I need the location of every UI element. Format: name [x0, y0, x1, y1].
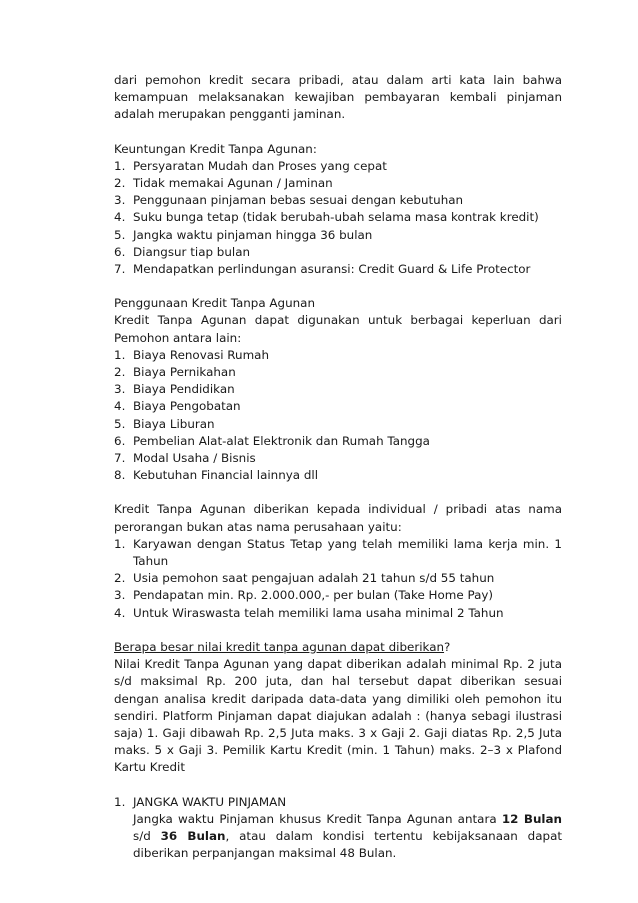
list-number: 4.: [114, 605, 126, 620]
list-number: 2.: [114, 176, 126, 191]
jangka-item: [114, 794, 562, 863]
list-number: 1.: [114, 158, 126, 173]
jangka-bold-1: 12 Bulan: [501, 811, 563, 826]
nilai-question-mark: ?: [444, 639, 451, 654]
list-item: [114, 158, 562, 175]
jangka-bold-2: 36 Bulan: [160, 828, 226, 843]
list-text: Suku bunga tetap (tidak berubah-ubah selama masa kontrak kredit): [133, 210, 539, 225]
list-text: Diangsur tiap bulan: [133, 244, 251, 259]
list-text: Biaya Liburan: [133, 416, 215, 431]
list-number: 7.: [114, 451, 126, 466]
list-item: [114, 605, 562, 622]
penggunaan-heading: Penggunaan Kredit Tanpa Agunan: [114, 296, 315, 311]
jangka-section: [114, 794, 562, 863]
jangka-text-1: Jangka waktu Pinjaman khusus Kredit Tanpa Agunan antara: [133, 811, 502, 826]
list-item: [114, 570, 562, 587]
list-number: 4.: [114, 399, 126, 414]
list-number: 8.: [114, 468, 126, 483]
list-text: Kebutuhan Financial lainnya dll: [133, 468, 319, 483]
nilai-question: [114, 639, 562, 656]
list-text: Biaya Renovasi Rumah: [133, 347, 269, 362]
list-text: Biaya Pernikahan: [133, 365, 236, 380]
list-number: 6.: [114, 433, 126, 448]
penggunaan-list: [114, 347, 562, 485]
jangka-text-2: s/d: [133, 828, 161, 843]
keuntungan-heading: Keuntungan Kredit Tanpa Agunan:: [114, 141, 317, 156]
jangka-heading: JANGKA WAKTU PINJAMAN: [133, 794, 287, 809]
list-number: 2.: [114, 571, 126, 586]
list-text: Tidak memakai Agunan / Jaminan: [133, 176, 333, 191]
jangka-text-3: , atau dalam kondisi tertentu kebijaksanaan dapat diberikan perpanjangan maksimal 48 Bulan.: [133, 828, 563, 861]
nilai-body: Nilai Kredit Tanpa Agunan yang dapat diberikan adalah minimal Rp. 2 juta s/d maksimal Rp. 200 juta, dan hal tersebut dapat diberikan sesuai dengan analisa kredit daripada data-data yang dimiliki oleh pemohon itu sendiri. Platform Pinjaman dapat diajukan adalah : (hanya sebagi ilustrasi saja) 1. Gaji dibawah Rp. 2,5 Juta maks. 3 x Gaji 2. Gaji diatas Rp. 2,5 Juta maks. 5 x Gaji 3. Pemilik Kartu Kredit (min. 1 Tahun) maks. 2–3 x Plafond Kartu Kredit: [114, 657, 562, 775]
list-text: Jangka waktu pinjaman hingga 36 bulan: [133, 227, 373, 242]
list-number: 3.: [114, 193, 126, 208]
list-number: 5.: [114, 416, 126, 431]
list-item: [114, 416, 562, 433]
list-text: Pembelian Alat-alat Elektronik dan Rumah Tangga: [133, 433, 430, 448]
list-number: 6.: [114, 244, 126, 259]
list-item: [114, 175, 562, 192]
nilai-question-text: Berapa besar nilai kredit tanpa agunan dapat diberikan: [114, 639, 445, 654]
list-number: 1.: [114, 536, 126, 551]
list-item: [114, 587, 562, 604]
list-number: 1.: [114, 347, 126, 362]
list-number: 5.: [114, 227, 126, 242]
document-page: [114, 72, 562, 862]
list-text: Biaya Pendidikan: [133, 382, 235, 397]
list-item: [114, 192, 562, 209]
list-text: Usia pemohon saat pengajuan adalah 21 tahun s/d 55 tahun: [133, 571, 495, 586]
list-item: [114, 244, 562, 261]
list-item: [114, 227, 562, 244]
list-item: [114, 536, 562, 570]
list-text: Untuk Wiraswasta telah memiliki lama usaha minimal 2 Tahun: [133, 605, 504, 620]
penggunaan-lead: Kredit Tanpa Agunan dapat digunakan untuk berbagai keperluan dari Pemohon antara lain:: [114, 313, 562, 345]
jangka-number: 1.: [114, 794, 126, 809]
list-item: [114, 347, 562, 364]
syarat-list: [114, 536, 562, 622]
list-item: [114, 381, 562, 398]
list-number: 3.: [114, 588, 126, 603]
jangka-body: [133, 811, 562, 863]
list-number: 2.: [114, 365, 126, 380]
list-text: Pendapatan min. Rp. 2.000.000,- per bulan (Take Home Pay): [133, 588, 494, 603]
list-number: 4.: [114, 210, 126, 225]
intro-paragraph: dari pemohon kredit secara pribadi, atau dalam arti kata lain bahwa kemampuan melaksanakan kewajiban pembayaran kembali pinjaman adalah merupakan pengganti jaminan.: [114, 73, 562, 122]
list-item: [114, 433, 562, 450]
syarat-lead: Kredit Tanpa Agunan diberikan kepada individual / pribadi atas nama perorangan bukan atas nama perusahaan yaitu:: [114, 502, 562, 534]
list-text: Mendapatkan perlindungan asuransi: Credit Guard & Life Protector: [133, 262, 531, 277]
keuntungan-list: [114, 158, 562, 278]
list-text: Karyawan dengan Status Tetap yang telah memiliki lama kerja min. 1 Tahun: [133, 536, 562, 569]
list-item: [114, 209, 562, 226]
list-number: 3.: [114, 382, 126, 397]
list-item: [114, 364, 562, 381]
list-item: [114, 467, 562, 484]
list-text: Biaya Pengobatan: [133, 399, 241, 414]
list-item: [114, 398, 562, 415]
list-item: [114, 261, 562, 278]
list-text: Modal Usaha / Bisnis: [133, 451, 256, 466]
list-number: 7.: [114, 262, 126, 277]
list-text: Persyaratan Mudah dan Proses yang cepat: [133, 158, 387, 173]
list-text: Penggunaan pinjaman bebas sesuai dengan kebutuhan: [133, 193, 464, 208]
list-item: [114, 450, 562, 467]
